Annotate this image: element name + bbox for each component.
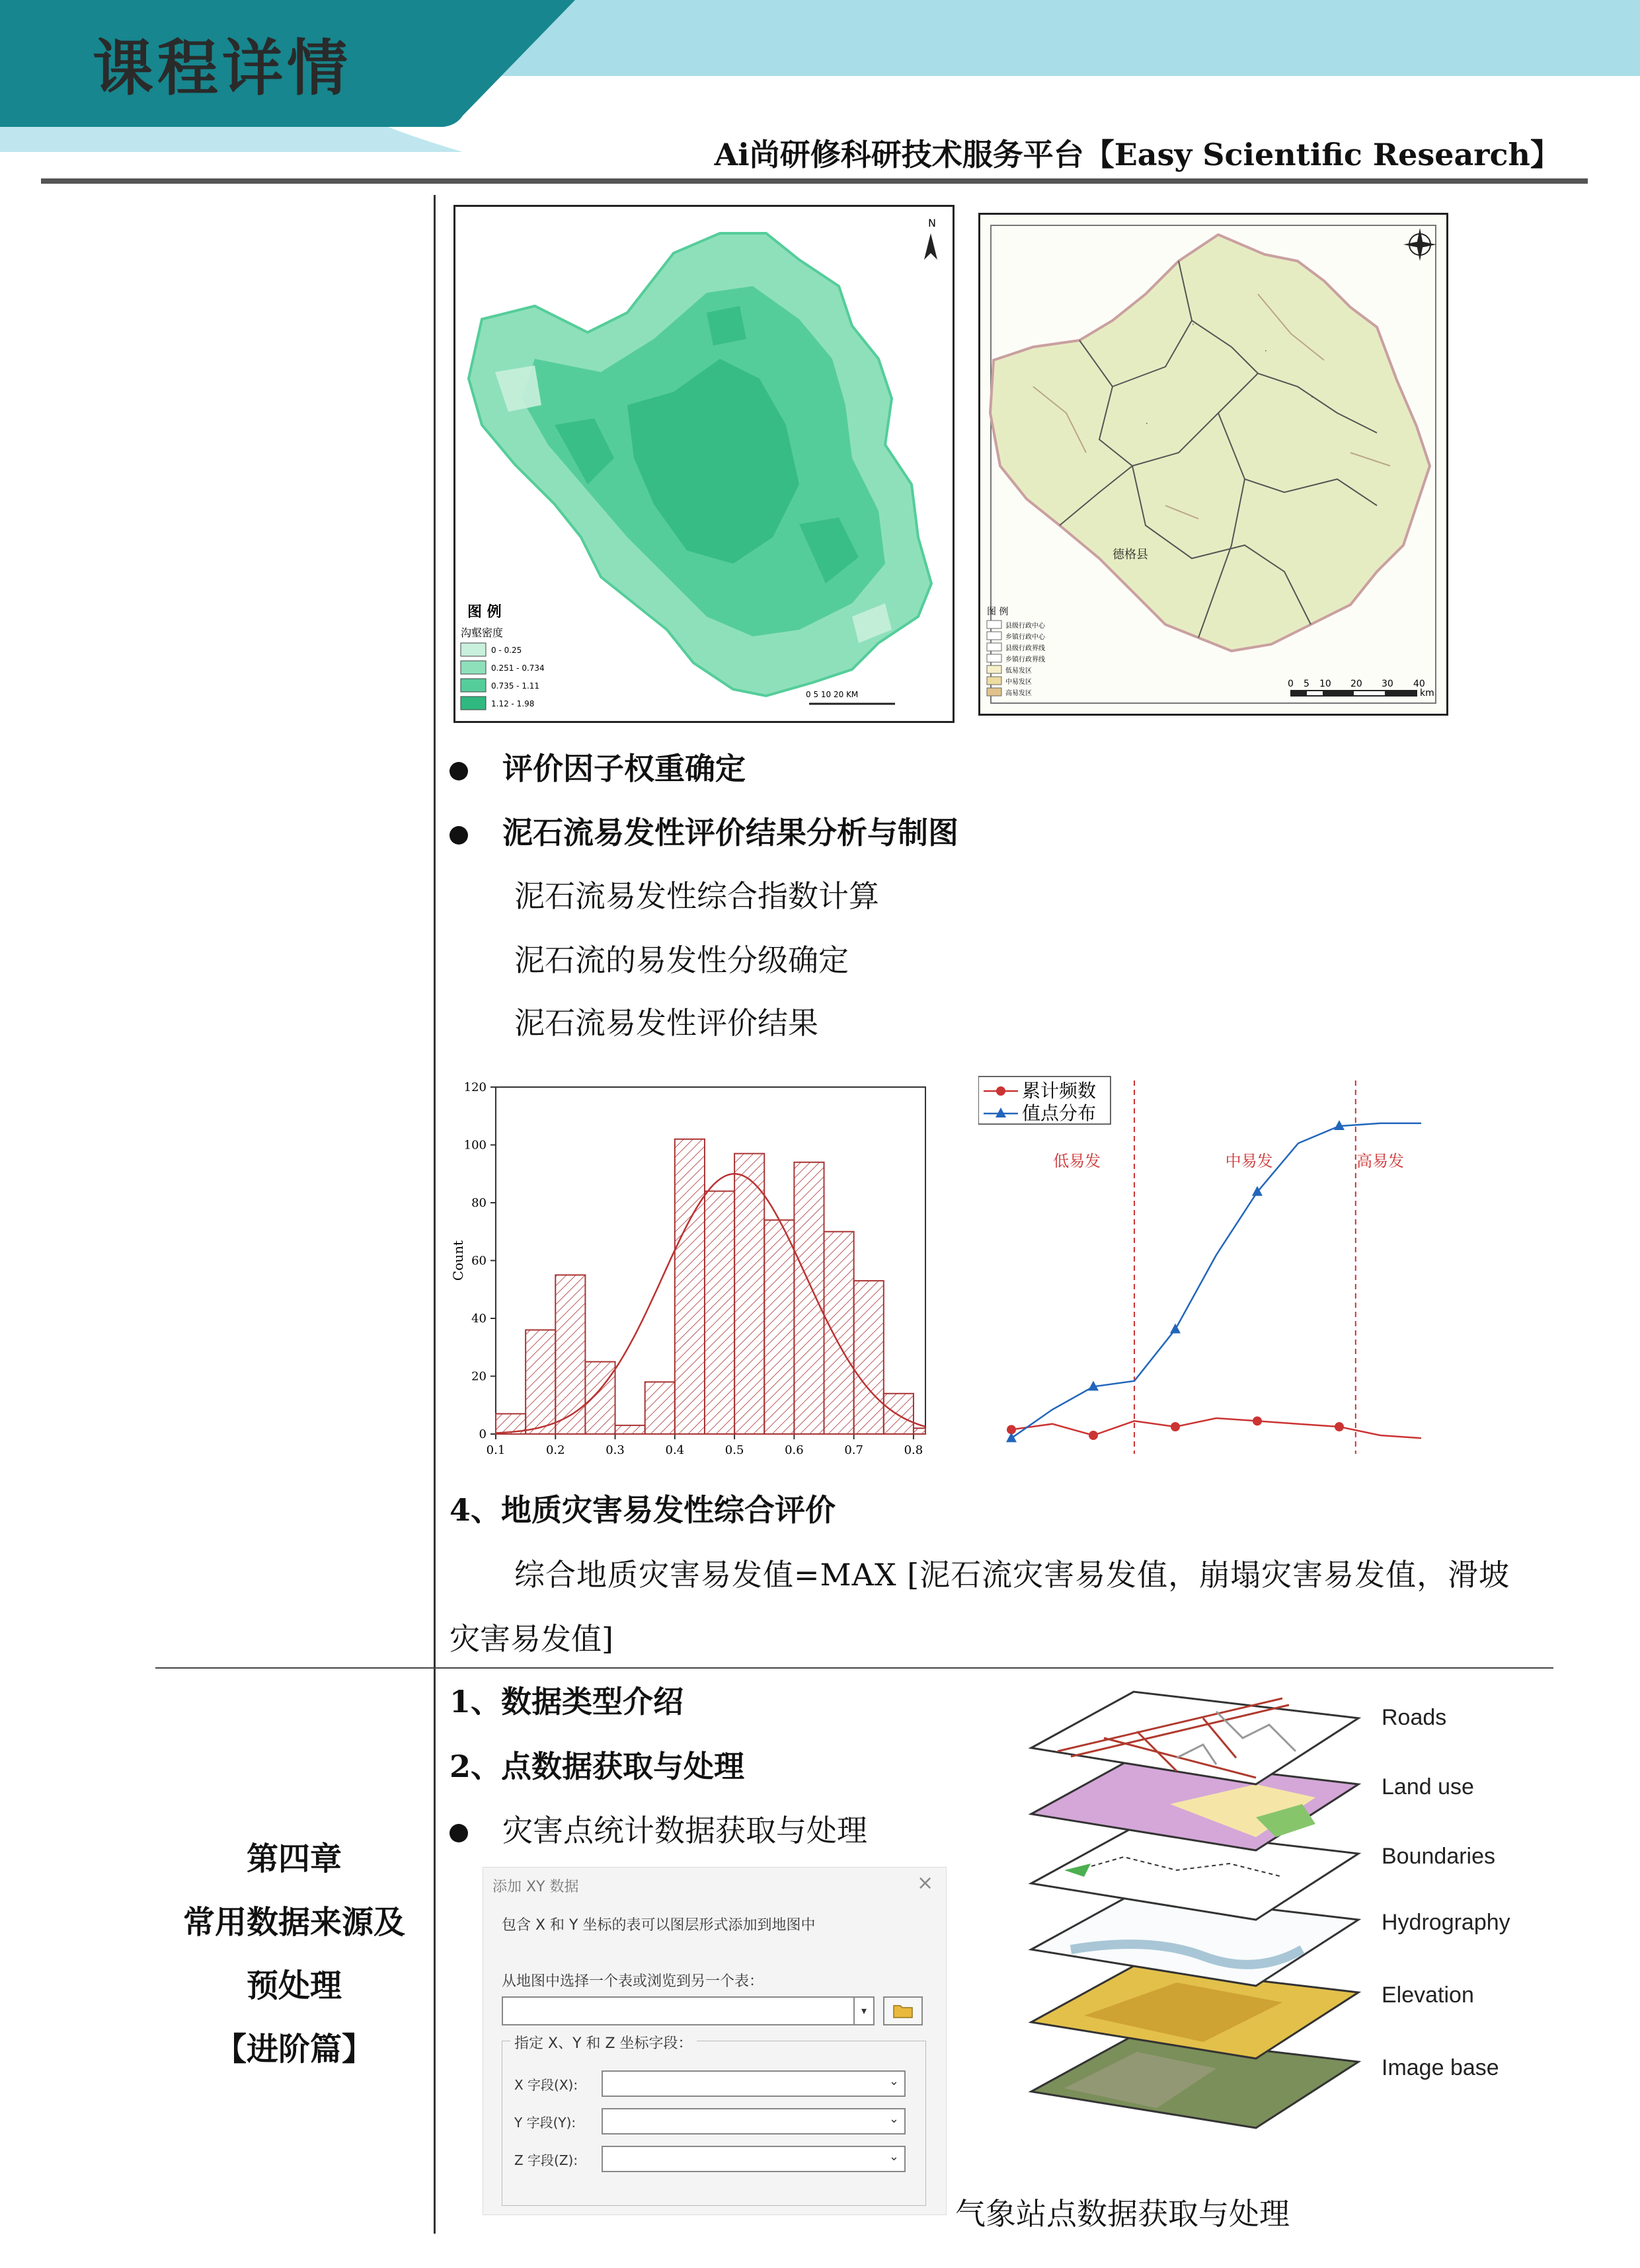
section-heading-4: 4、地质灾害易发性综合评价	[449, 1492, 836, 1528]
svg-text:0 5 10 20 KM: 0 5 10 20 KM	[806, 690, 859, 699]
chevron-down-icon: ⌄	[888, 2074, 899, 2088]
series-line	[1011, 1418, 1421, 1438]
browse-button[interactable]	[883, 1996, 923, 2025]
x-tick-label: 0.7	[844, 1443, 863, 1457]
data-point	[1253, 1416, 1262, 1425]
x-tick-label: 0.2	[545, 1443, 565, 1457]
y-tick-label: 80	[471, 1196, 487, 1210]
layer-label: Image base	[1382, 2055, 1499, 2080]
legend-swatch	[987, 677, 1001, 685]
legend-label: 高易发区	[1005, 690, 1032, 697]
svg-text:·: ·	[1146, 419, 1148, 428]
zone-label: 中易发	[1225, 1152, 1273, 1170]
legend-label: 低易发区	[1005, 667, 1032, 675]
bullet-icon	[449, 1824, 468, 1842]
data-point	[1170, 1324, 1181, 1334]
x-tick-label: 0.3	[605, 1443, 625, 1457]
z-field-select[interactable]	[602, 2146, 906, 2172]
select-table-label: 从地图中选择一个表或浏览到另一个表：	[502, 1973, 764, 1990]
legend-swatch	[461, 643, 486, 656]
data-point	[1335, 1422, 1344, 1431]
y-field-label: Y 字段(Y):	[514, 2115, 576, 2131]
platform-name: Ai尚研修科研技术服务平台【Easy Scientific Research】	[714, 137, 1561, 172]
x-tick-label: 0.8	[904, 1443, 923, 1457]
dialog-description: 包含 X 和 Y 坐标的表可以图层形式添加到地图中	[502, 1917, 816, 1934]
x-field-select[interactable]	[602, 2070, 906, 2097]
y-tick-label: 120	[463, 1080, 487, 1094]
x-tick-label: 0.1	[486, 1443, 506, 1457]
legend-swatch	[461, 697, 486, 710]
row-divider	[155, 1667, 1553, 1669]
chevron-down-icon: ⌄	[888, 2112, 899, 2126]
header-rule	[41, 178, 1588, 184]
layer-label: Boundaries	[1382, 1844, 1496, 1869]
gis-layers-illustration	[1005, 1672, 1560, 2148]
north-arrow-icon	[924, 233, 937, 260]
coordinate-group	[502, 2035, 926, 2206]
scale-tick-label: 0	[1288, 679, 1294, 689]
bullet-icon	[449, 762, 468, 780]
y-tick-label: 100	[463, 1138, 487, 1153]
formula-line-2: 灾害易发值]	[449, 1621, 613, 1657]
layer-label: Roads	[1382, 1705, 1447, 1730]
scale-tick-label: 10	[1319, 679, 1331, 689]
legend-swatch	[987, 632, 1001, 640]
histogram-bar	[794, 1162, 824, 1434]
histogram-bar	[854, 1281, 884, 1434]
svg-text:图 例: 图 例	[467, 603, 502, 621]
y-tick-label: 20	[471, 1369, 487, 1384]
histogram-bar	[645, 1382, 675, 1434]
group-label: 指定 X、Y 和 Z 坐标字段：	[510, 2032, 697, 2053]
page-title: 课程详情	[93, 33, 352, 104]
legend-swatch	[987, 621, 1001, 628]
layer-label: Elevation	[1382, 1983, 1474, 2008]
svg-text:·: ·	[1311, 393, 1313, 402]
map-gully-density	[453, 205, 955, 723]
zone-label: 高易发	[1356, 1152, 1404, 1170]
y-field-select[interactable]	[602, 2108, 906, 2135]
x-field-label: X 字段(X):	[514, 2077, 578, 2093]
histogram-bar	[914, 1428, 925, 1434]
legend-label: 县级行政界线	[1005, 645, 1045, 652]
scale-tick-label: 40	[1413, 679, 1425, 689]
place-label: 德格县	[1113, 548, 1148, 562]
x-tick-label: 0.5	[724, 1443, 744, 1457]
histogram-bar	[824, 1232, 854, 1434]
svg-text:·: ·	[1192, 320, 1194, 329]
dialog-title: 添加 XY 数据	[492, 1879, 579, 1895]
histogram-bar	[615, 1425, 645, 1434]
legend-label: 乡镇行政界线	[1005, 656, 1045, 663]
sub-item-3: 泥石流易发性评价结果	[514, 1005, 818, 1041]
table-select[interactable]	[502, 1996, 875, 2025]
svg-text:沟壑密度: 沟壑密度	[461, 626, 504, 639]
legend-swatch	[987, 654, 1001, 662]
chapter-level: 【进阶篇】	[214, 2031, 373, 2068]
legend-label: 累计频数	[1022, 1080, 1097, 1102]
scale-tick-label: 5	[1304, 679, 1309, 689]
bullet-debris-flow: 泥石流易发性评价结果分析与制图	[449, 813, 958, 852]
x-tick-label: 0.4	[665, 1443, 685, 1457]
y-axis-label: Count	[450, 1240, 466, 1281]
zone-label: 低易发	[1053, 1152, 1101, 1170]
scale-tick-label: 20	[1350, 679, 1362, 689]
layer-label: Land use	[1382, 1774, 1474, 1799]
map-legend	[461, 643, 545, 710]
legend-label: 中易发区	[1005, 679, 1032, 686]
legend-swatch	[987, 688, 1001, 696]
histogram-chart	[449, 1074, 978, 1464]
scale-tick-label: 30	[1382, 679, 1393, 689]
histogram-bar	[526, 1330, 555, 1435]
chapter-title: 常用数据来源及	[182, 1904, 405, 1941]
x-tick-label: 0.6	[785, 1443, 804, 1457]
bullet-disaster-points: 灾害点统计数据获取与处理	[449, 1811, 867, 1850]
histogram-bar	[764, 1220, 794, 1434]
legend-label: 0.735 - 1.11	[491, 681, 540, 691]
close-icon[interactable]: ×	[917, 1871, 934, 1895]
formula-line-1: 综合地质灾害易发值=MAX [泥石流灾害易发值，崩塌灾害易发值，滑坡	[514, 1557, 1510, 1593]
legend-label: 0 - 0.25	[491, 646, 522, 655]
y-tick-label: 0	[479, 1427, 487, 1441]
z-field-label: Z 字段(Z):	[514, 2152, 578, 2168]
histogram-bar	[585, 1362, 615, 1434]
north-label: N	[928, 217, 936, 229]
legend-marker	[996, 1086, 1005, 1096]
data-point	[1006, 1432, 1017, 1442]
chapter-number: 第四章	[246, 1840, 342, 1877]
data-point	[1089, 1431, 1098, 1440]
chevron-down-icon: ⌄	[888, 2150, 899, 2164]
svg-text:图 例: 图 例	[987, 607, 1009, 617]
histogram-bar	[675, 1139, 705, 1434]
figure-caption: 气象站点数据获取与处理	[955, 2196, 1290, 2232]
svg-text:km: km	[1420, 688, 1434, 699]
histogram-bar	[884, 1394, 914, 1434]
map-admin-susceptibility	[978, 213, 1448, 716]
bullet-weight: 评价因子权重确定	[449, 749, 746, 788]
legend-swatch	[987, 643, 1001, 651]
folder-icon	[884, 1998, 921, 2024]
column-divider	[434, 195, 436, 2234]
legend-label: 1.12 - 1.98	[491, 699, 535, 708]
add-xy-data-dialog	[483, 1867, 947, 2215]
legend-label: 乡镇行政中心	[1005, 634, 1045, 641]
svg-text:·: ·	[1265, 346, 1267, 356]
chapter-title-cont: 预处理	[246, 1967, 342, 2004]
histogram-bar	[734, 1154, 764, 1434]
legend-swatch	[987, 665, 1001, 673]
chevron-down-icon: ▾	[853, 1998, 873, 2024]
sub-item-1: 泥石流易发性综合指数计算	[514, 878, 879, 914]
y-tick-label: 40	[471, 1312, 487, 1326]
sub-item-2: 泥石流的易发性分级确定	[514, 942, 849, 978]
y-tick-label: 60	[471, 1254, 487, 1268]
legend-swatch	[461, 679, 486, 692]
cumulative-line-chart	[978, 1074, 1454, 1464]
series-line	[1011, 1123, 1421, 1439]
layer-label: Hydrography	[1382, 1910, 1510, 1935]
legend-label: 值点分布	[1022, 1102, 1097, 1124]
bullet-icon	[449, 826, 468, 845]
legend-label: 县级行政中心	[1005, 623, 1045, 630]
histogram-bar	[555, 1275, 585, 1434]
histogram-bar	[705, 1191, 734, 1435]
data-point	[1171, 1422, 1180, 1431]
legend-label: 0.251 - 0.734	[491, 663, 545, 673]
legend-swatch	[461, 661, 486, 674]
item-point-data: 2、点数据获取与处理	[449, 1749, 745, 1784]
item-data-types: 1、数据类型介绍	[449, 1684, 684, 1720]
